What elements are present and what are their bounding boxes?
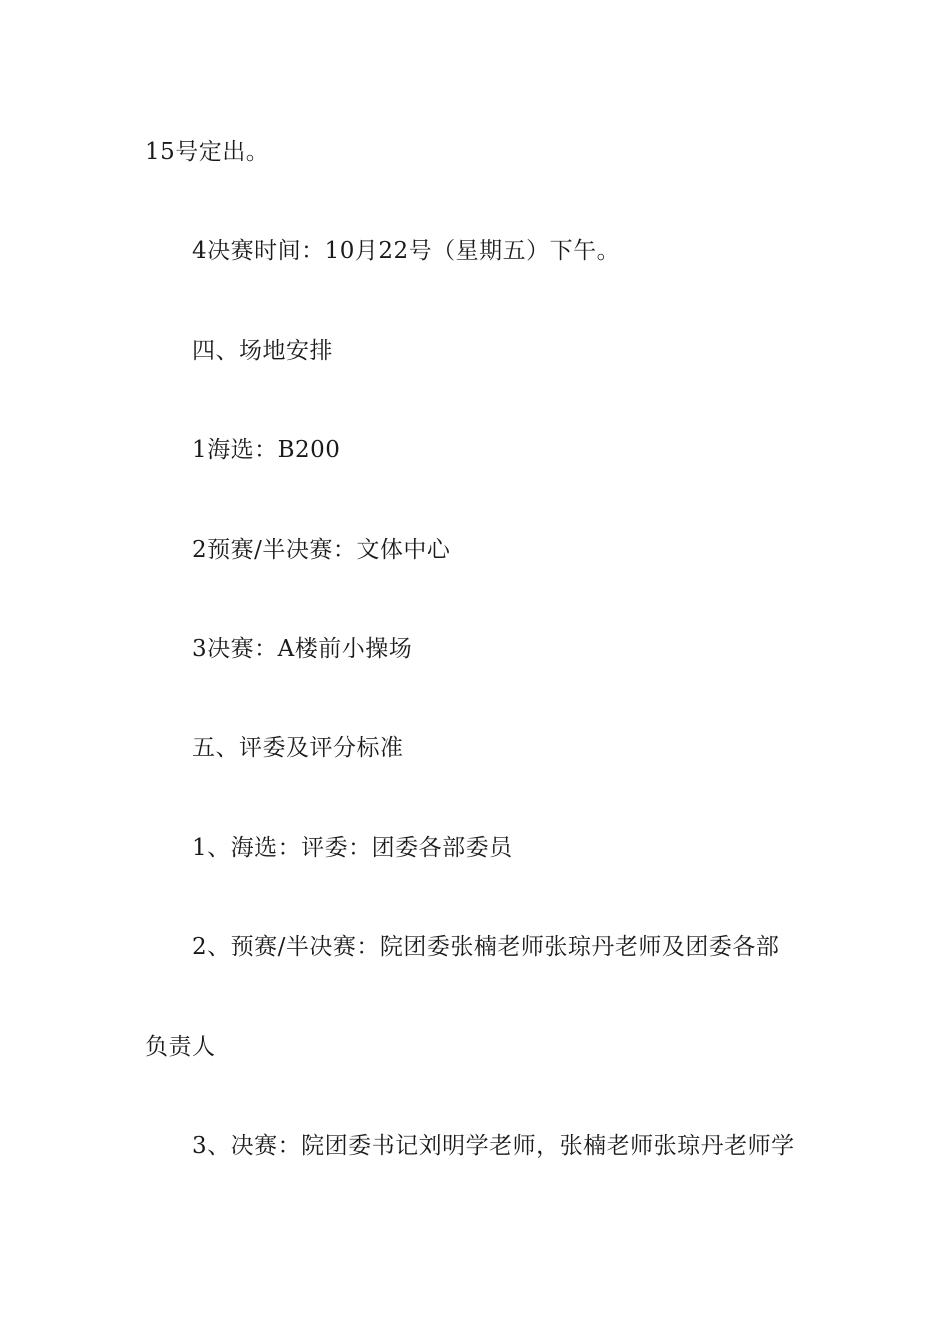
section-heading: 五、评委及评分标准 bbox=[192, 735, 404, 761]
text-line: 2、预赛/半决赛：院团委张楠老师张琼丹老师及团委各部 bbox=[192, 934, 780, 960]
text-line: 负责人 bbox=[145, 1034, 216, 1060]
text-line: 1海选：B200 bbox=[192, 437, 341, 463]
text-line: 1、海选：评委：团委各部委员 bbox=[192, 835, 513, 861]
text-line: 4决赛时间：10月22号（星期五）下午。 bbox=[192, 238, 621, 264]
text-line: 3决赛：A楼前小操场 bbox=[192, 636, 413, 662]
text-line: 3、决赛：院团委书记刘明学老师，张楠老师张琼丹老师学 bbox=[192, 1133, 795, 1159]
text-line: 15号定出。 bbox=[145, 139, 270, 165]
text-line: 2预赛/半决赛：文体中心 bbox=[192, 537, 451, 563]
section-heading: 四、场地安排 bbox=[192, 338, 333, 364]
